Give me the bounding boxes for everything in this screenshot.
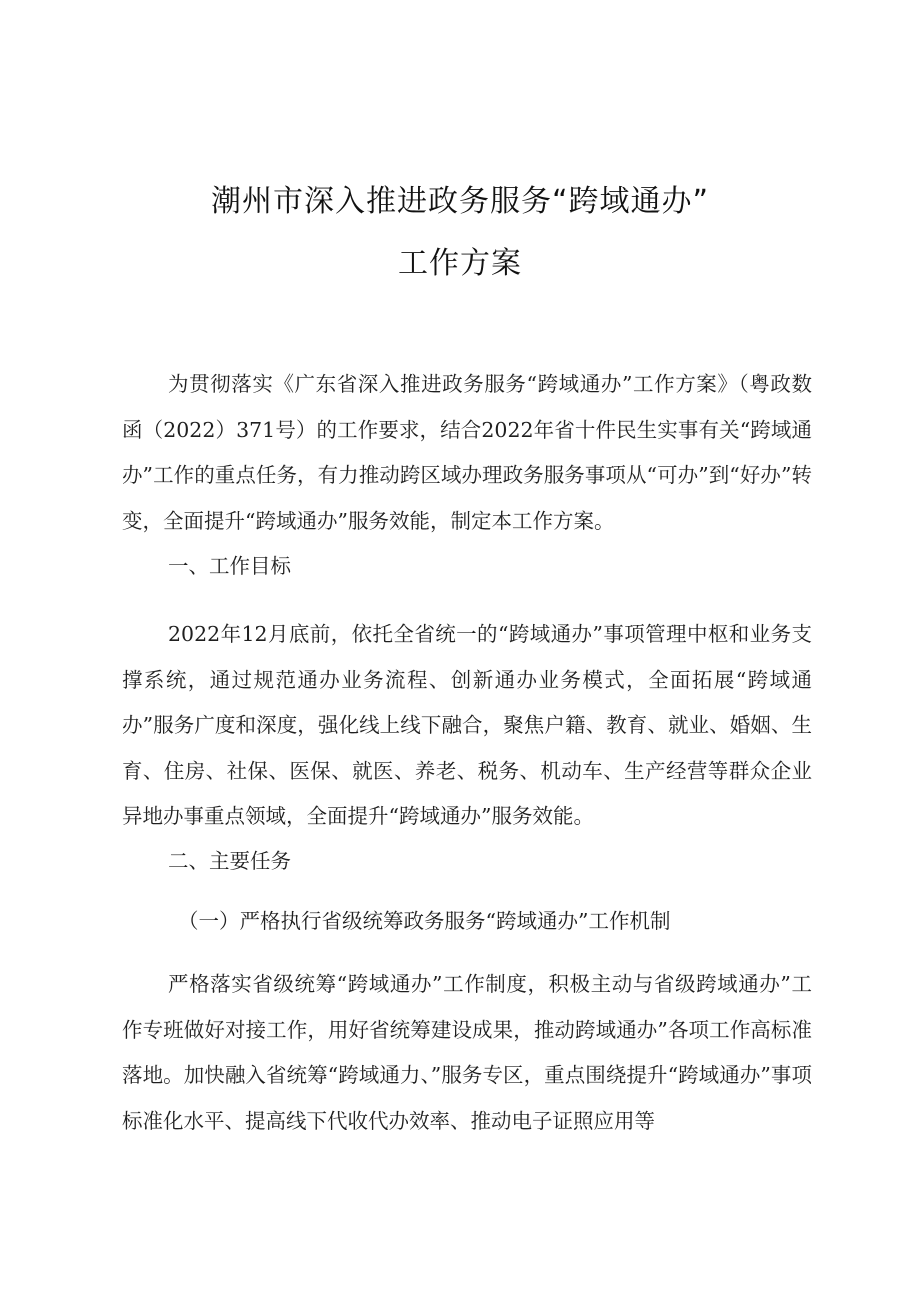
document-title-line-2: 工作方案 (398, 246, 522, 281)
intro-paragraph: 为贯彻落实《广东省深入推进政务服务“跨域通办”工作方案》（粤政数函（2022）371号）的工作要求，结合2022年省十件民生实事有关“跨域通办”工作的重点任务，有力推动跨区域办理政务服务事项从“可办”到“好办”转变，全面提升“跨域通办”服务效能，制定本工作方案。 (122, 372, 812, 533)
section-1-paragraph: 2022年12月底前，依托全省统一的“跨域通办”事项管理中枢和业务支撑系统，通过规范通办业务流程、创新通办业务模式，全面拓展“跨域通办”服务广度和深度，强化线上线下融合，聚焦户籍、教育、就业、婚姻、生育、住房、社保、医保、就医、养老、税务、机动车、生产经营等群众企业异地办事重点领域，全面提升“跨域通办”服务效能。 (122, 622, 812, 828)
subsection-1-heading: （一）严格执行省级统筹政务服务“跨域通办”工作机制 (178, 909, 671, 933)
document-title-line-1: 潮州市深入推进政务服务“跨域通办” (210, 184, 710, 219)
subsection-1-paragraph: 严格落实省级统筹“跨域通办”工作制度，积极主动与省级跨域通办”工作专班做好对接工作，用好省统筹建设成果，推动跨域通办”各项工作高标准落地。加快融入省统筹“跨域通力、”服务专区，重点围绕提升“跨域通办”事项标准化水平、提高线下代收代办效率、推动电子证照应用等 (122, 972, 812, 1133)
section-1-heading: 一、工作目标 (168, 554, 291, 578)
section-2-heading: 二、主要任务 (168, 849, 291, 873)
